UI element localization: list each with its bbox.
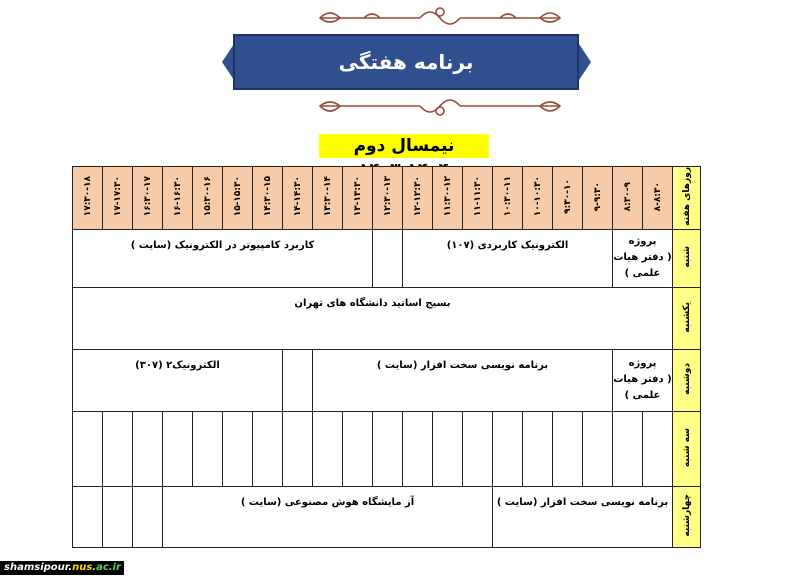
class-cell: بسیج اساتید دانشگاه های تهران <box>73 287 673 349</box>
day-label: دوشنبه <box>673 349 701 411</box>
schedule-row-tuesday <box>73 411 701 486</box>
class-cell: برنامه نویسی سخت افزار (سایت ) <box>313 349 613 411</box>
empty-cell <box>103 411 133 486</box>
time-slot-header: ۱۲-۱۲:۳۰ <box>403 167 433 230</box>
time-slot-header: ۱۳-۱۳:۳۰ <box>343 167 373 230</box>
empty-cell <box>403 411 433 486</box>
empty-cell <box>373 411 403 486</box>
empty-cell <box>163 411 193 486</box>
time-slot-header: ۱۵:۳۰-۱۶ <box>193 167 223 230</box>
empty-cell <box>433 411 463 486</box>
empty-cell <box>283 411 313 486</box>
time-header-row <box>73 167 701 230</box>
empty-cell <box>523 411 553 486</box>
bottom-ornament-icon <box>300 94 580 118</box>
empty-cell <box>493 411 523 486</box>
class-cell: برنامه نویسی سخت افزار (سایت ) <box>493 486 673 547</box>
class-cell: پروژه ( دفتر هیات علمی ) <box>613 349 673 411</box>
time-slot-header: ۱۰-۱۰:۳۰ <box>523 167 553 230</box>
empty-cell <box>583 411 613 486</box>
empty-cell <box>133 486 163 547</box>
time-slot-header: ۹-۹:۳۰ <box>583 167 613 230</box>
time-slot-header: ۱۷-۱۷:۳۰ <box>103 167 133 230</box>
class-cell: کاربرد کامپیوتر در الکترونیک (سایت ) <box>73 229 373 287</box>
time-slot-header: ۱۴-۱۴:۳۰ <box>283 167 313 230</box>
time-slot-header: ۱۷:۳۰-۱۸ <box>73 167 103 230</box>
time-slot-header: ۸-۸:۳۰ <box>643 167 673 230</box>
schedule-row-monday <box>73 349 701 411</box>
time-slot-header: ۱۶:۳۰-۱۷ <box>133 167 163 230</box>
semester-label: نیمسال دوم <box>319 134 489 158</box>
class-cell: آز مایشگاه هوش مصنوعی (سایت ) <box>163 486 493 547</box>
time-slot-header: ۹:۳۰-۱۰ <box>553 167 583 230</box>
empty-cell <box>373 229 403 287</box>
empty-cell <box>283 349 313 411</box>
empty-cell <box>223 411 253 486</box>
empty-cell <box>133 411 163 486</box>
empty-cell <box>253 411 283 486</box>
empty-cell <box>463 411 493 486</box>
schedule-row-saturday <box>73 229 701 287</box>
day-label: شنبه <box>673 229 701 287</box>
class-cell: الکترونیک کاربردی (۱۰۷) <box>403 229 613 287</box>
time-slot-header: ۱۱:۳۰-۱۲ <box>433 167 463 230</box>
time-slot-header: ۱۴:۳۰-۱۵ <box>253 167 283 230</box>
day-column-header: روزهای هفته <box>673 167 701 230</box>
empty-cell <box>343 411 373 486</box>
time-slot-header: ۱۱-۱۱:۳۰ <box>463 167 493 230</box>
schedule-row-wednesday <box>73 486 701 547</box>
site-url-footer[interactable]: shamsipour.nus.ac.ir <box>0 561 124 575</box>
schedule-row-sunday <box>73 287 701 349</box>
empty-cell <box>313 411 343 486</box>
empty-cell <box>193 411 223 486</box>
time-slot-header: ۱۶-۱۶:۳۰ <box>163 167 193 230</box>
page-title: برنامه هفتگی <box>338 50 474 74</box>
time-slot-header: ۱۳:۳۰-۱۴ <box>313 167 343 230</box>
empty-cell <box>73 486 103 547</box>
empty-cell <box>103 486 133 547</box>
empty-cell <box>553 411 583 486</box>
day-label: یکشنبه <box>673 287 701 349</box>
time-slot-header: ۱۲:۳۰-۱۳ <box>373 167 403 230</box>
title-banner <box>233 34 579 90</box>
time-slot-header: ۱۵-۱۵:۳۰ <box>223 167 253 230</box>
empty-cell <box>73 411 103 486</box>
day-label: چهارشنبه <box>673 486 701 547</box>
time-slot-header: ۱۰:۳۰-۱۱ <box>493 167 523 230</box>
class-cell: الکترونیک۲ (۳۰۷) <box>73 349 283 411</box>
time-slot-header: ۸:۳۰-۹ <box>613 167 643 230</box>
empty-cell <box>613 411 643 486</box>
banner-right-tail <box>579 44 591 80</box>
day-label: سه شنبه <box>673 411 701 486</box>
class-cell: پروژه ( دفتر هیات علمی ) <box>613 229 673 287</box>
top-ornament-icon <box>300 4 580 28</box>
weekly-schedule-table <box>72 166 701 548</box>
empty-cell <box>643 411 673 486</box>
